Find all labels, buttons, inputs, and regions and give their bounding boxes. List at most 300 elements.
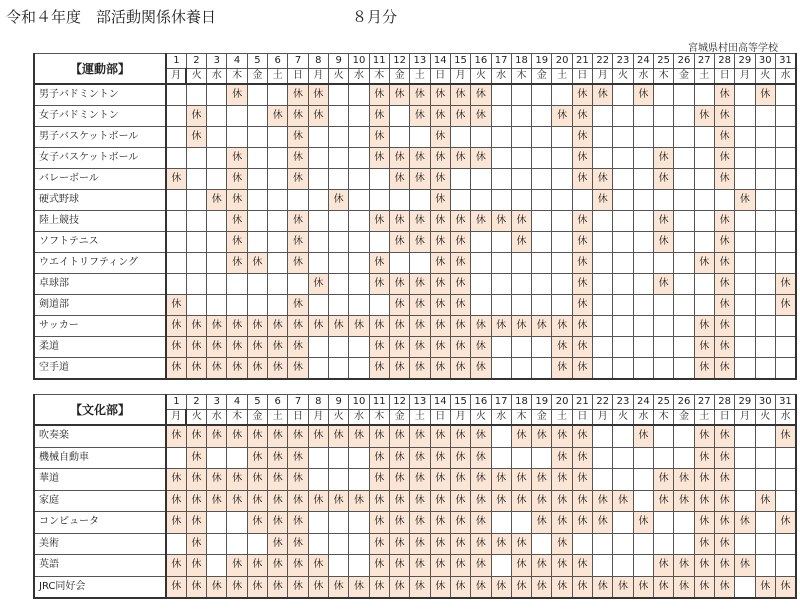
weekday-label: 土 [410, 410, 430, 426]
day-number: 21 [572, 54, 592, 69]
day-cell [552, 127, 572, 148]
day-cell [593, 447, 613, 469]
rest-day-mark: 休 [430, 447, 450, 469]
day-cell [268, 127, 288, 148]
rest-day-mark: 休 [694, 447, 714, 469]
day-cell [674, 447, 694, 469]
day-number: 2 [186, 395, 206, 410]
rest-day-mark: 休 [714, 211, 734, 232]
rest-day-mark: 休 [593, 190, 613, 211]
day-cell [654, 106, 674, 127]
rest-day-mark: 休 [410, 295, 430, 316]
day-cell [349, 232, 369, 253]
rest-day-mark: 休 [775, 295, 796, 316]
rest-day-mark: 休 [471, 337, 491, 358]
day-cell [471, 190, 491, 211]
rest-day-mark: 休 [410, 169, 430, 190]
rest-day-mark: 休 [389, 512, 409, 534]
rest-day-mark: 休 [471, 490, 491, 512]
rest-day-mark: 休 [166, 169, 186, 190]
day-number: 23 [613, 54, 633, 69]
day-cell [674, 106, 694, 127]
day-cell [349, 190, 369, 211]
day-cell [349, 337, 369, 358]
rest-day-mark: 休 [735, 512, 755, 534]
day-cell [329, 555, 349, 577]
rest-day-mark: 休 [227, 84, 247, 106]
club-row [34, 447, 796, 469]
culture-section-header: 【文化部】 [34, 395, 166, 426]
day-cell [329, 512, 349, 534]
day-cell [491, 106, 511, 127]
rest-day-mark: 休 [389, 84, 409, 106]
rest-day-mark: 休 [714, 447, 734, 469]
club-row [34, 576, 796, 598]
weekday-label: 月 [593, 69, 613, 85]
day-cell [633, 253, 653, 274]
day-cell [511, 190, 531, 211]
day-cell [207, 447, 227, 469]
day-cell [674, 295, 694, 316]
day-cell [775, 555, 796, 577]
rest-day-mark: 休 [410, 337, 430, 358]
rest-day-mark: 休 [410, 576, 430, 598]
rest-day-mark: 休 [450, 469, 470, 491]
day-cell [166, 127, 186, 148]
day-cell [714, 190, 734, 211]
rest-day-mark: 休 [633, 84, 653, 106]
day-number: 24 [633, 395, 653, 410]
day-cell [207, 169, 227, 190]
rest-day-mark: 休 [369, 274, 389, 295]
rest-day-mark: 休 [308, 106, 328, 127]
school-name: 宮城県村田高等学校 [688, 43, 778, 54]
day-cell [329, 84, 349, 106]
rest-day-mark: 休 [268, 425, 288, 447]
day-number: 4 [227, 395, 247, 410]
day-number: 6 [268, 54, 288, 69]
day-cell [654, 337, 674, 358]
rest-day-mark: 休 [654, 232, 674, 253]
day-cell [532, 211, 552, 232]
day-cell [775, 316, 796, 337]
rest-day-mark: 休 [450, 211, 470, 232]
day-cell [491, 190, 511, 211]
rest-day-mark: 休 [714, 106, 734, 127]
day-cell [654, 295, 674, 316]
day-cell [349, 533, 369, 555]
rest-day-mark: 休 [532, 425, 552, 447]
rest-day-mark: 休 [714, 295, 734, 316]
rest-day-mark: 休 [369, 337, 389, 358]
day-cell [674, 316, 694, 337]
rest-day-mark: 休 [714, 358, 734, 380]
rest-day-mark: 休 [471, 148, 491, 169]
day-cell [329, 232, 349, 253]
rest-day-mark: 休 [552, 106, 572, 127]
weekday-label: 金 [674, 69, 694, 85]
rest-day-mark: 休 [430, 127, 450, 148]
day-cell [674, 274, 694, 295]
day-number: 8 [308, 395, 328, 410]
rest-day-mark: 休 [511, 490, 531, 512]
weekday-label: 水 [207, 410, 227, 426]
club-name: 空手道 [34, 358, 166, 380]
day-cell [613, 169, 633, 190]
day-cell [166, 447, 186, 469]
rest-day-mark: 休 [166, 469, 186, 491]
weekday-label: 水 [349, 410, 369, 426]
day-cell [654, 512, 674, 534]
club-name: 美術 [34, 533, 166, 555]
day-cell [247, 169, 267, 190]
rest-day-mark: 休 [369, 148, 389, 169]
day-cell [268, 169, 288, 190]
day-cell [735, 211, 755, 232]
rest-day-mark: 休 [430, 316, 450, 337]
rest-day-mark: 休 [511, 316, 531, 337]
day-cell [166, 274, 186, 295]
rest-day-mark: 休 [714, 490, 734, 512]
rest-day-mark: 休 [186, 316, 206, 337]
rest-day-mark: 休 [247, 358, 267, 380]
day-cell [755, 512, 775, 534]
day-cell [633, 295, 653, 316]
day-cell [735, 425, 755, 447]
day-number: 10 [349, 54, 369, 69]
rest-day-mark: 休 [450, 274, 470, 295]
rest-day-mark: 休 [329, 490, 349, 512]
rest-day-mark: 休 [369, 316, 389, 337]
day-cell [491, 148, 511, 169]
weekday-label: 土 [268, 69, 288, 85]
day-cell [735, 253, 755, 274]
day-cell [674, 253, 694, 274]
weekday-label: 水 [491, 69, 511, 85]
day-cell [247, 232, 267, 253]
day-cell [613, 211, 633, 232]
rest-day-mark: 休 [552, 447, 572, 469]
club-name: 華道 [34, 469, 166, 491]
day-cell [186, 274, 206, 295]
club-name: 剣道部 [34, 295, 166, 316]
rest-day-mark: 休 [410, 447, 430, 469]
day-cell [593, 337, 613, 358]
weekday-label: 火 [755, 410, 775, 426]
day-cell [207, 127, 227, 148]
weekday-label: 水 [491, 410, 511, 426]
rest-day-mark: 休 [694, 555, 714, 577]
day-cell [532, 84, 552, 106]
day-cell [288, 190, 308, 211]
rest-day-mark: 休 [694, 512, 714, 534]
rest-day-mark: 休 [369, 84, 389, 106]
day-number: 23 [613, 395, 633, 410]
day-cell [613, 295, 633, 316]
day-cell [775, 169, 796, 190]
weekday-label: 木 [369, 410, 389, 426]
day-cell [308, 469, 328, 491]
day-cell [247, 148, 267, 169]
rest-day-mark: 休 [491, 469, 511, 491]
day-cell [369, 190, 389, 211]
day-cell [755, 211, 775, 232]
day-cell [186, 211, 206, 232]
day-cell [491, 84, 511, 106]
day-cell [268, 84, 288, 106]
day-cell [775, 533, 796, 555]
rest-day-mark: 休 [532, 555, 552, 577]
rest-day-mark: 休 [471, 316, 491, 337]
rest-day-mark: 休 [349, 490, 369, 512]
rest-day-mark: 休 [288, 211, 308, 232]
day-cell [329, 295, 349, 316]
rest-day-mark: 休 [593, 512, 613, 534]
rest-day-mark: 休 [511, 211, 531, 232]
rest-day-mark: 休 [572, 576, 592, 598]
day-cell [511, 106, 531, 127]
day-cell [511, 295, 531, 316]
rest-day-mark: 休 [471, 425, 491, 447]
day-cell [166, 232, 186, 253]
day-cell [593, 469, 613, 491]
rest-day-mark: 休 [532, 512, 552, 534]
weekday-label: 火 [329, 410, 349, 426]
club-name: 英語 [34, 555, 166, 577]
rest-day-mark: 休 [207, 469, 227, 491]
day-cell [735, 576, 755, 598]
day-number: 11 [369, 54, 389, 69]
day-cell [207, 512, 227, 534]
rest-day-mark: 休 [613, 490, 633, 512]
club-row [34, 274, 796, 295]
day-cell [755, 295, 775, 316]
rest-day-mark: 休 [572, 84, 592, 106]
day-cell [288, 274, 308, 295]
rest-day-mark: 休 [654, 211, 674, 232]
rest-day-mark: 休 [186, 469, 206, 491]
rest-day-mark: 休 [166, 295, 186, 316]
day-cell [491, 425, 511, 447]
rest-day-mark: 休 [389, 555, 409, 577]
day-cell [268, 211, 288, 232]
rest-day-mark: 休 [410, 84, 430, 106]
weekday-label: 金 [389, 410, 409, 426]
club-row [34, 512, 796, 534]
rest-day-mark: 休 [430, 533, 450, 555]
club-name: 機械自動車 [34, 447, 166, 469]
day-number: 16 [471, 54, 491, 69]
day-cell [329, 148, 349, 169]
day-cell [735, 358, 755, 380]
day-cell [491, 127, 511, 148]
day-cell [775, 232, 796, 253]
weekday-label: 水 [775, 410, 796, 426]
day-cell [674, 127, 694, 148]
day-cell [511, 358, 531, 380]
day-cell [593, 295, 613, 316]
rest-day-mark: 休 [450, 512, 470, 534]
day-cell [389, 190, 409, 211]
weekday-label: 土 [268, 410, 288, 426]
rest-day-mark: 休 [714, 576, 734, 598]
day-cell [227, 274, 247, 295]
rest-day-mark: 休 [714, 127, 734, 148]
rest-day-mark: 休 [593, 84, 613, 106]
weekday-label: 金 [532, 410, 552, 426]
day-cell [613, 148, 633, 169]
rest-day-mark: 休 [288, 469, 308, 491]
day-cell [613, 84, 633, 106]
day-cell [329, 169, 349, 190]
day-cell [247, 274, 267, 295]
club-name: サッカー [34, 316, 166, 337]
rest-day-mark: 休 [430, 512, 450, 534]
day-cell [186, 232, 206, 253]
day-cell [613, 512, 633, 534]
rest-day-mark: 休 [633, 425, 653, 447]
day-number: 24 [633, 54, 653, 69]
rest-day-mark: 休 [552, 512, 572, 534]
rest-day-mark: 休 [552, 533, 572, 555]
day-cell [532, 148, 552, 169]
day-cell [389, 106, 409, 127]
day-cell [633, 274, 653, 295]
rest-day-mark: 休 [207, 425, 227, 447]
day-number: 31 [775, 395, 796, 410]
day-cell [511, 512, 531, 534]
day-cell [308, 337, 328, 358]
rest-day-mark: 休 [186, 358, 206, 380]
day-cell [654, 127, 674, 148]
day-cell [654, 358, 674, 380]
day-cell [227, 295, 247, 316]
day-cell [268, 190, 288, 211]
weekday-label: 木 [227, 410, 247, 426]
rest-day-mark: 休 [471, 469, 491, 491]
day-cell [511, 84, 531, 106]
day-cell [207, 253, 227, 274]
rest-day-mark: 休 [572, 447, 592, 469]
day-number: 4 [227, 54, 247, 69]
day-cell [410, 190, 430, 211]
day-cell [349, 512, 369, 534]
rest-day-mark: 休 [369, 576, 389, 598]
weekday-label: 木 [654, 69, 674, 85]
rest-day-mark: 休 [349, 576, 369, 598]
rest-day-mark: 休 [227, 253, 247, 274]
day-cell [268, 253, 288, 274]
club-row [34, 232, 796, 253]
day-cell [735, 533, 755, 555]
club-name: 陸上競技 [34, 211, 166, 232]
rest-day-mark: 休 [166, 490, 186, 512]
day-cell [775, 358, 796, 380]
day-cell [694, 211, 714, 232]
day-cell [633, 490, 653, 512]
rest-day-mark: 休 [633, 576, 653, 598]
day-cell [471, 127, 491, 148]
rest-day-mark: 休 [430, 190, 450, 211]
day-cell [349, 106, 369, 127]
rest-day-mark: 休 [288, 512, 308, 534]
day-number: 22 [593, 54, 613, 69]
day-cell [308, 512, 328, 534]
day-cell [491, 295, 511, 316]
day-cell [694, 169, 714, 190]
day-cell [186, 295, 206, 316]
day-number: 12 [389, 54, 409, 69]
day-cell [755, 316, 775, 337]
day-number: 18 [511, 395, 531, 410]
day-number: 3 [207, 54, 227, 69]
weekday-label: 水 [633, 410, 653, 426]
rest-day-mark: 休 [186, 127, 206, 148]
day-cell [410, 127, 430, 148]
rest-day-mark: 休 [450, 316, 470, 337]
day-cell [674, 337, 694, 358]
rest-day-mark: 休 [491, 576, 511, 598]
rest-day-mark: 休 [308, 84, 328, 106]
rest-day-mark: 休 [288, 425, 308, 447]
day-cell [654, 316, 674, 337]
day-cell [349, 555, 369, 577]
day-cell [349, 447, 369, 469]
rest-day-mark: 休 [389, 447, 409, 469]
club-row [34, 190, 796, 211]
club-row [34, 469, 796, 491]
day-cell [755, 425, 775, 447]
day-cell [450, 127, 470, 148]
day-cell [694, 295, 714, 316]
rest-day-mark: 休 [430, 169, 450, 190]
day-cell [674, 358, 694, 380]
rest-day-mark: 休 [166, 555, 186, 577]
weekday-label: 火 [186, 410, 206, 426]
day-cell [593, 148, 613, 169]
rest-day-mark: 休 [430, 469, 450, 491]
rest-day-mark: 休 [288, 555, 308, 577]
weekday-label: 木 [654, 410, 674, 426]
weekday-label: 月 [735, 69, 755, 85]
day-cell [593, 555, 613, 577]
rest-day-mark: 休 [308, 316, 328, 337]
rest-day-mark: 休 [410, 533, 430, 555]
day-cell [247, 84, 267, 106]
rest-day-mark: 休 [471, 84, 491, 106]
day-cell [735, 469, 755, 491]
rest-day-mark: 休 [247, 555, 267, 577]
rest-day-mark: 休 [247, 447, 267, 469]
day-cell [308, 232, 328, 253]
day-number: 6 [268, 395, 288, 410]
rest-day-mark: 休 [268, 490, 288, 512]
rest-day-mark: 休 [491, 316, 511, 337]
weekday-label: 日 [714, 410, 734, 426]
day-cell [329, 127, 349, 148]
rest-day-mark: 休 [694, 576, 714, 598]
rest-day-mark: 休 [288, 576, 308, 598]
rest-day-mark: 休 [572, 425, 592, 447]
day-cell [491, 169, 511, 190]
rest-day-mark: 休 [369, 211, 389, 232]
rest-day-mark: 休 [329, 316, 349, 337]
day-cell [613, 127, 633, 148]
club-name: 吹奏楽 [34, 425, 166, 447]
rest-day-mark: 休 [471, 211, 491, 232]
day-cell [735, 447, 755, 469]
day-number: 31 [775, 54, 796, 69]
